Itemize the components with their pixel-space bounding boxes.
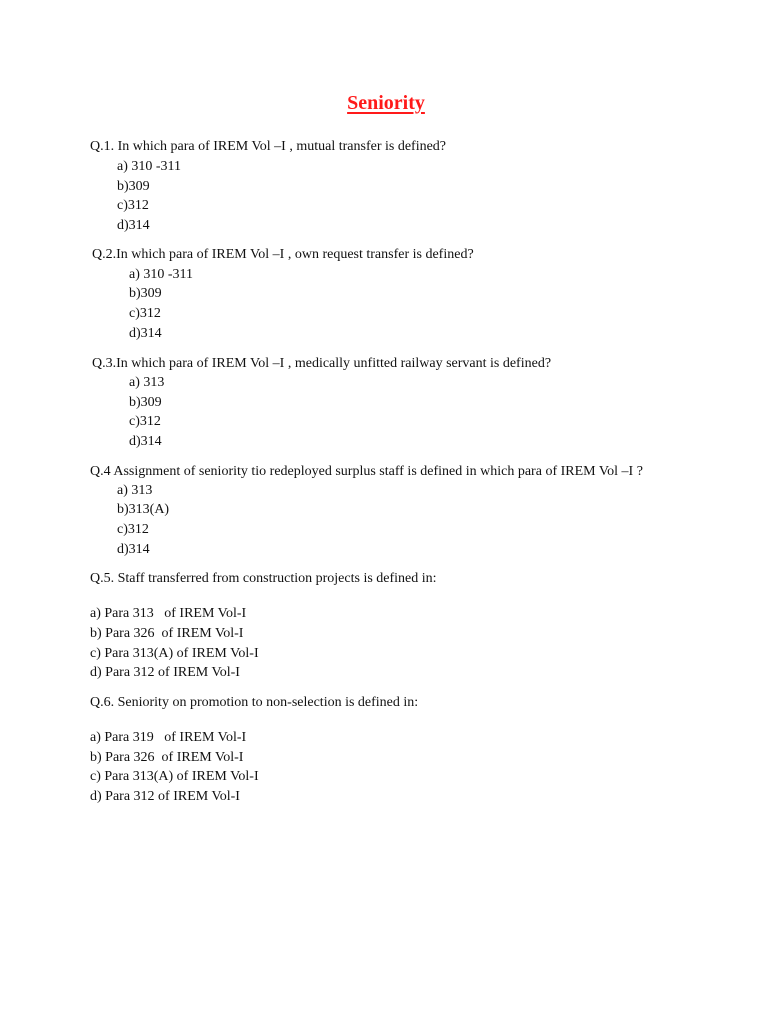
question-6-option-c: c) Para 313(A) of IREM Vol-I <box>90 769 259 784</box>
question-6-option-a: a) Para 319 of IREM Vol-I <box>90 730 247 745</box>
question-3-option-c: c)312 <box>129 414 161 429</box>
question-1-option-b: b)309 <box>117 179 150 194</box>
question-5-option-b: b) Para 326 of IREM Vol-I <box>90 626 244 641</box>
question-3-text: Q.3.In which para of IREM Vol –I , medically unfitted railway servant is defined? <box>92 356 552 371</box>
question-5-option-d: d) Para 312 of IREM Vol-I <box>90 665 240 680</box>
question-2-option-c: c)312 <box>129 306 161 321</box>
question-4-option-c: c)312 <box>117 522 149 537</box>
question-2-text: Q.2.In which para of IREM Vol –I , own request transfer is defined? <box>92 247 474 262</box>
question-3-option-a: a) 313 <box>129 375 165 390</box>
question-3-option-b: b)309 <box>129 395 162 410</box>
question-4-option-d: d)314 <box>117 542 150 557</box>
question-5-option-c: c) Para 313(A) of IREM Vol-I <box>90 646 259 661</box>
question-6-option-b: b) Para 326 of IREM Vol-I <box>90 750 244 765</box>
page-title: Seniority <box>347 92 425 114</box>
question-2-option-b: b)309 <box>129 286 162 301</box>
question-3-option-d: d)314 <box>129 434 162 449</box>
question-1-text: Q.1. In which para of IREM Vol –I , mutual transfer is defined? <box>90 139 447 154</box>
question-5-text: Q.5. Staff transferred from construction projects is defined in: <box>90 571 437 586</box>
question-1-option-d: d)314 <box>117 218 150 233</box>
question-6-option-d: d) Para 312 of IREM Vol-I <box>90 789 240 804</box>
question-4-text: Q.4 Assignment of seniority tio redeployed surplus staff is defined in which para of IREM Vol –I ? <box>90 464 643 479</box>
question-2-option-d: d)314 <box>129 326 162 341</box>
question-2-option-a: a) 310 -311 <box>129 267 194 282</box>
question-1-option-a: a) 310 -311 <box>117 159 182 174</box>
question-6-text: Q.6. Seniority on promotion to non-selection is defined in: <box>90 695 419 710</box>
question-5-option-a: a) Para 313 of IREM Vol-I <box>90 606 247 621</box>
question-1-option-c: c)312 <box>117 198 149 213</box>
question-4-option-a: a) 313 <box>117 483 153 498</box>
question-4-option-b: b)313(A) <box>117 502 170 517</box>
